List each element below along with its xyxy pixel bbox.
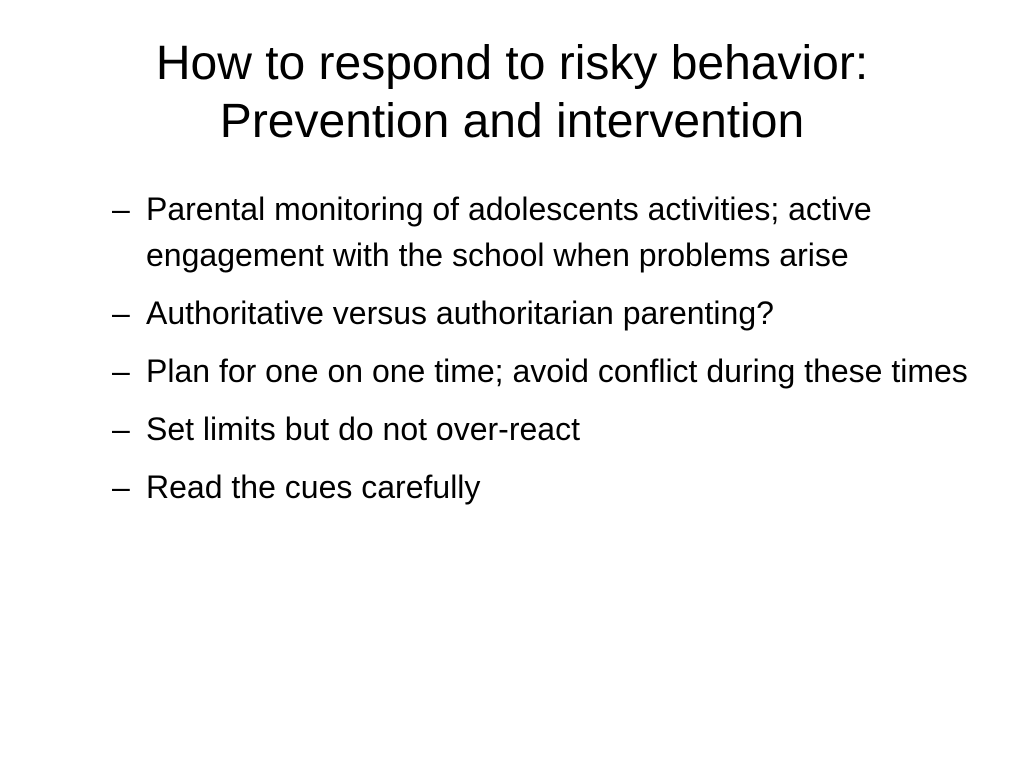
dash-bullet-icon: –: [112, 411, 130, 447]
bullet-item: [112, 186, 992, 278]
bullet-item: [112, 464, 992, 510]
dash-bullet-icon: –: [112, 353, 130, 389]
bullet-item: [112, 290, 992, 336]
bullet-text: Set limits but do not over-react: [146, 411, 580, 447]
bullet-item: [112, 348, 992, 394]
dash-bullet-icon: –: [112, 191, 130, 227]
dash-bullet-icon: –: [112, 295, 130, 331]
dash-bullet-icon: –: [112, 469, 130, 505]
bullet-text: Authoritative versus authoritarian parenting?: [146, 295, 774, 331]
bullet-item: [112, 406, 992, 452]
bullet-text: Parental monitoring of adolescents activities; active engagement with the school when problems arise: [146, 191, 872, 273]
slide-title: [40, 35, 984, 151]
slide-title-line-1: How to respond to risky behavior:: [155, 37, 869, 90]
bullet-list: [112, 186, 992, 522]
slide-title-line-2: Prevention and intervention: [219, 95, 805, 148]
bullet-text: Plan for one on one time; avoid conflict during these times: [146, 353, 968, 389]
bullet-text: Read the cues carefully: [146, 469, 481, 505]
